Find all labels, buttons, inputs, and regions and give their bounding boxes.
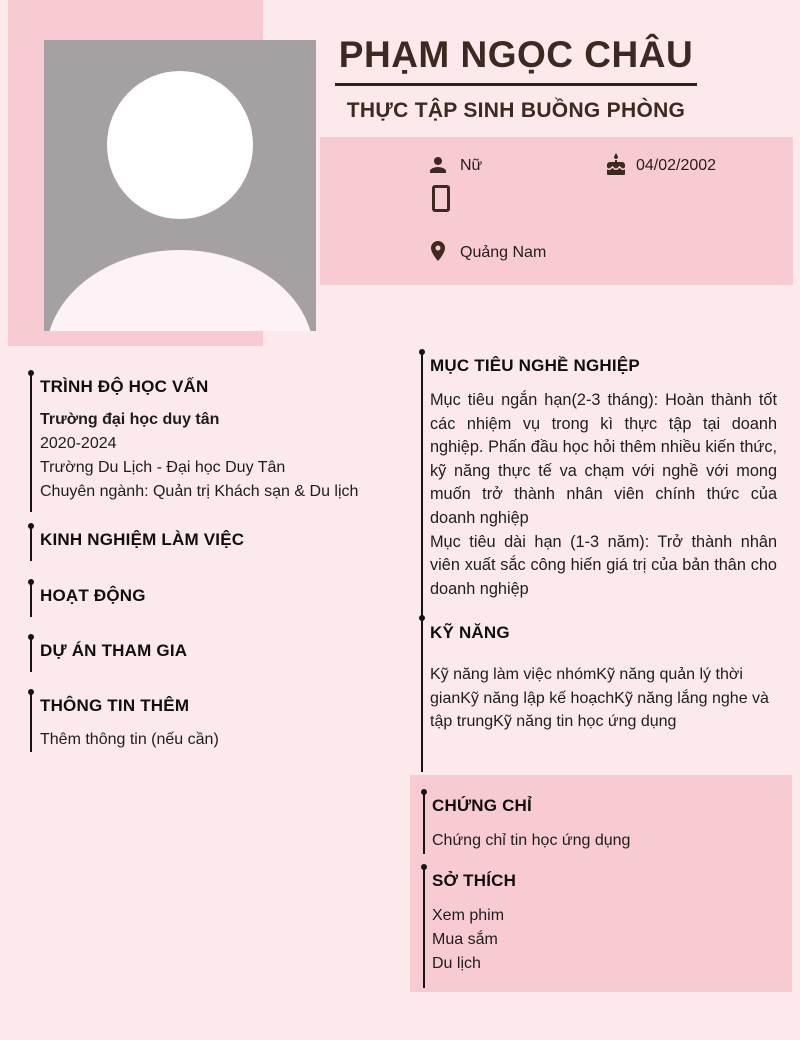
additional-info-note: Thêm thông tin (nếu cần) [40,731,219,748]
additional-info-section-rule [30,692,32,752]
hobbies-section-rule [423,867,425,988]
objective-short-term: Mục tiêu ngắn hạn(2-3 tháng): Hoàn thành tốt các nhiệm vụ trong kì thực tập tại doanh nghiệp. Phấn đầu học hỏi thêm nhiều kiến thức, kỹ năng thực tế va chạm với nghề với mong muốn trở thành nhân viên chính thức của doanh nghiệp [430,391,777,527]
location-value: Quảng Nam [460,244,547,261]
skills-heading: KỸ NĂNG [430,623,510,642]
skills-text: Kỹ năng làm việc nhómKỹ năng quản lý thời gianKỹ năng lập kế hoạchKỹ năng lắng nghe và tập trungKỹ năng tin học ứng dụng [430,666,769,730]
candidate-name: PHẠM NGỌC CHÂU [335,34,697,86]
education-section-rule [30,373,32,512]
objective-heading: MỤC TIÊU NGHỀ NGHIỆP [430,356,640,375]
experience-heading: KINH NGHIỆM LÀM VIỆC [40,530,245,549]
gender-value: Nữ [460,157,483,174]
location-pin-icon [426,239,450,263]
hobbies-heading: SỞ THÍCH [432,871,517,890]
profile-photo-placeholder [44,40,316,331]
experience-section-rule [30,526,32,561]
hobby-item: Xem phim [432,907,505,924]
person-icon [426,153,450,177]
certificates-heading: CHỨNG CHỈ [432,796,532,815]
education-major: Chuyên ngành: Quản trị Khách sạn & Du lịch [40,483,359,500]
education-years: 2020-2024 [40,435,117,452]
activities-heading: HOẠT ĐỘNG [40,586,146,605]
projects-section-rule [30,637,32,672]
certificates-section-rule [423,792,425,854]
additional-info-heading: THÔNG TIN THÊM [40,696,190,715]
objective-text [430,389,777,601]
personal-info-band [320,137,793,285]
skills-section-rule [421,618,423,772]
objective-long-term: Mục tiêu dài hạn (1-3 năm): Trở thành nhân viên xuất sắc công hiến giá trị của bản thân cho doanh nghiệp [430,532,777,598]
hobby-item: Mua sắm [432,931,498,948]
hobby-item: Du lịch [432,955,481,972]
hobbies-list [432,904,504,976]
education-heading: TRÌNH ĐỘ HỌC VẤN [40,377,209,396]
education-details [40,408,400,504]
header [320,34,712,86]
dob-value: 04/02/2002 [636,157,717,174]
phone-icon [432,185,450,212]
education-school: Trường đại học duy tân [40,411,220,428]
education-faculty: Trường Du Lịch - Đại học Duy Tân [40,459,286,476]
objective-section-rule [421,352,423,618]
avatar-shoulders-shape [46,250,314,331]
avatar-head-shape [107,71,253,219]
job-title: THỰC TẬP SINH BUỒNG PHÒNG [346,99,686,122]
projects-heading: DỰ ÁN THAM GIA [40,641,188,660]
certificate-item: Chứng chỉ tin học ứng dụng [432,832,631,849]
activities-section-rule [30,582,32,617]
cake-icon [604,153,628,177]
